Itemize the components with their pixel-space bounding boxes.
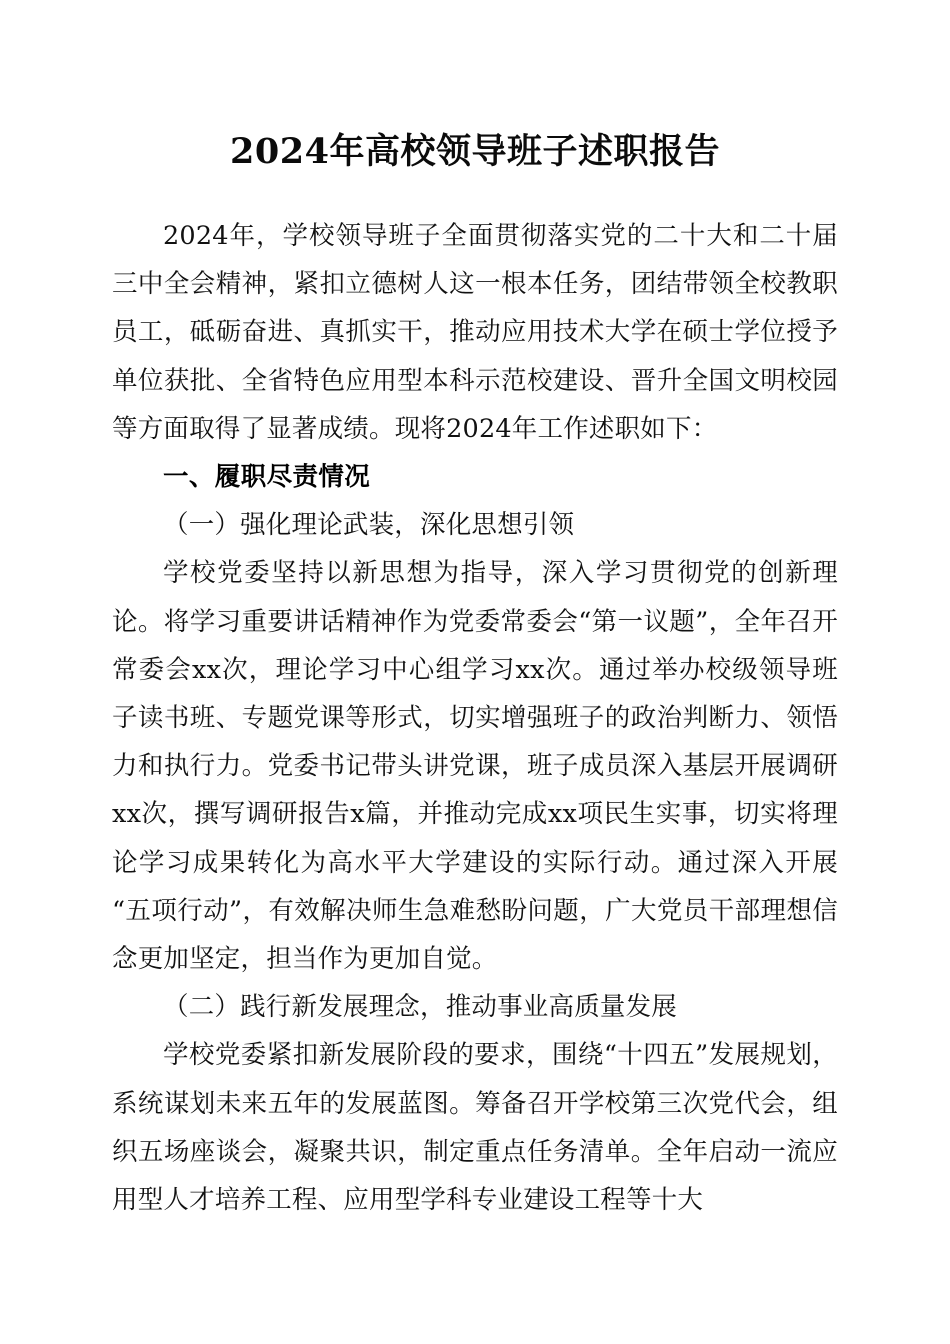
section-heading-1: 一、履职尽责情况 xyxy=(163,462,371,493)
paragraph-1-1: 学校党委坚持以新思想为指导，深入学习贯彻党的创新理论。将学习重要讲话精神作为党委常委会“第一议题”，全年召开常委会xx次，理论学习中心组学习xx次。通过举办校级领导班子读书班、专题党课等形式，切实增强班子的政治判断力、领悟力和执行力。党委书记带头讲党课，班子成员深入基层开展调研xx次，撰写调研报告x篇，并推动完成xx项民生实事，切实将理论学习成果转化为高水平大学建设的实际行动。通过深入开展“五项行动”，有效解决师生急难愁盼问题，广大党员干部理想信念更加坚定，担当作为更加自觉。 xyxy=(112,558,838,975)
paragraph-1-2: 学校党委紧扣新发展阶段的要求，围绕“十四五”发展规划，系统谋划未来五年的发展蓝图。筹备召开学校第三次党代会，组织五场座谈会，凝聚共识，制定重点任务清单。全年启动一流应用型人才培养工程、应用型学科专业建设工程等十大 xyxy=(112,1040,838,1216)
subsection-heading-1-1: （一）强化理论武装，深化思想引领 xyxy=(163,510,575,541)
document-body xyxy=(112,178,838,1224)
subsection-heading-1-2: （二）践行新发展理念，推动事业高质量发展 xyxy=(163,992,678,1023)
opening-paragraph: 2024年，学校领导班子全面贯彻落实党的二十大和二十届三中全会精神，紧扣立德树人这一根本任务，团结带领全校教职员工，砥砺奋进、真抓实干，推动应用技术大学在硕士学位授予单位获批、全省特色应用型本科示范校建设、晋升全国文明校园等方面取得了显著成绩。现将2024年工作述职如下： xyxy=(112,221,838,444)
document-text-column xyxy=(112,0,838,1224)
page-title: 2024年高校领导班子述职报告 xyxy=(230,131,720,172)
